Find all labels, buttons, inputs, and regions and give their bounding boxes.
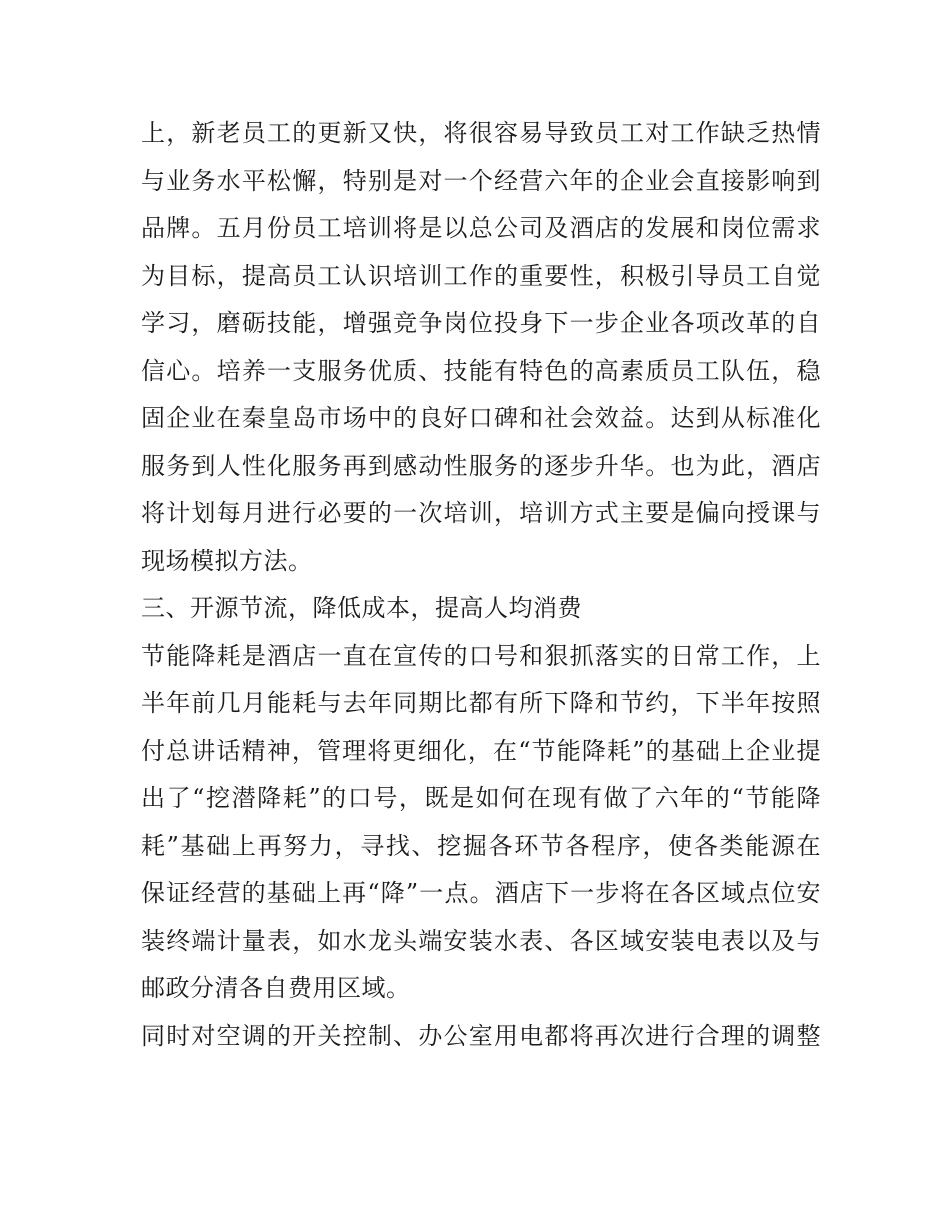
text-line: 同时对空调的开关控制、办公室用电都将再次进行合理的调整 bbox=[141, 1021, 821, 1050]
text-line: 与业务水平松懈，特别是对一个经营六年的企业会直接影响到 bbox=[141, 166, 821, 195]
text-line: 保证经营的基础上再“降”一点。酒店下一步将在各区域点位安 bbox=[141, 879, 821, 907]
text-line: 节能降耗是酒店一直在宣传的口号和狠抓落实的日常工作，上 bbox=[141, 641, 821, 670]
text-line: 为目标，提高员工认识培训工作的重要性，积极引导员工自觉 bbox=[141, 261, 821, 290]
section-heading: 三、开源节流，降低成本，提高人均消费 bbox=[141, 594, 582, 622]
text-line: 付总讲话精神，管理将更细化，在“节能降耗”的基础上企业提 bbox=[141, 736, 821, 765]
text-line: 将计划每月进行必要的一次培训，培训方式主要是偏向授课与 bbox=[141, 499, 821, 527]
text-line: 邮政分清各自费用区域。 bbox=[141, 974, 411, 1002]
text-line: 信心。培养一支服务优质、技能有特色的高素质员工队伍，稳 bbox=[141, 356, 821, 385]
text-line: 装终端计量表，如水龙头端安装水表、各区域安装电表以及与 bbox=[141, 926, 821, 955]
text-line: 出了“挖潜降耗”的口号，既是如何在现有做了六年的“节能降 bbox=[141, 784, 821, 812]
text-line: 品牌。五月份员工培训将是以总公司及酒店的发展和岗位需求 bbox=[141, 214, 821, 242]
text-line: 现场模拟方法。 bbox=[141, 546, 313, 575]
text-line: 服务到人性化服务再到感动性服务的逐步升华。也为此，酒店 bbox=[141, 451, 821, 480]
text-line: 学习，磨砺技能，增强竞争岗位投身下一步企业各项改革的自 bbox=[141, 309, 821, 337]
body-text bbox=[141, 110, 821, 1060]
text-line: 上，新老员工的更新又快，将很容易导致员工对工作缺乏热情 bbox=[141, 119, 821, 147]
text-line: 半年前几月能耗与去年同期比都有所下降和节约，下半年按照 bbox=[141, 689, 821, 717]
text-line: 耗”基础上再努力，寻找、挖掘各环节各程序，使各类能源在 bbox=[141, 831, 821, 860]
text-line: 固企业在秦皇岛市场中的良好口碑和社会效益。达到从标准化 bbox=[141, 404, 821, 432]
